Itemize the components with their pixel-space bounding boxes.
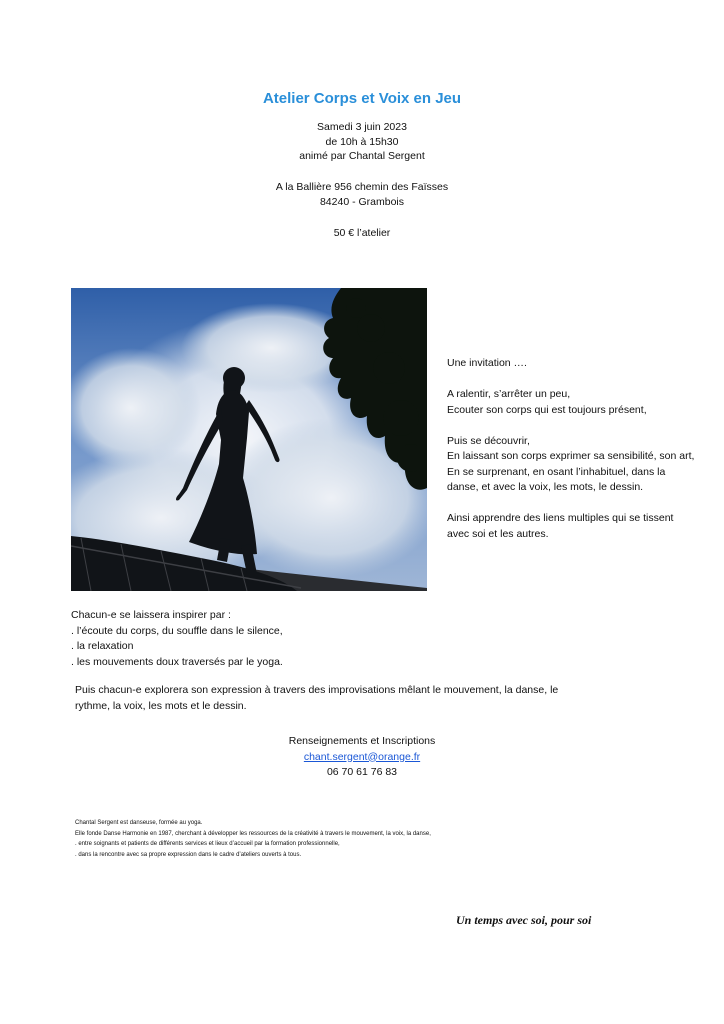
inspiration-heading: Chacun-e se laissera inspirer par : <box>71 609 231 621</box>
intro-line: Une invitation …. <box>447 357 527 369</box>
event-date: Samedi 3 juin 2023 <box>317 121 407 133</box>
bio-line: Chantal Sergent est danseuse, formée au yoga. <box>75 820 203 826</box>
list-item: . l’écoute du corps, du souffle dans le silence, <box>71 624 283 637</box>
dancer-photo <box>71 288 427 591</box>
invitation-paragraph-3 <box>447 511 707 542</box>
price-text: 50 € l’atelier <box>333 227 391 239</box>
tagline: Un temps avec soi, pour soi <box>456 913 592 927</box>
text-line: Ecouter son corps qui est toujours présent, <box>447 403 647 416</box>
event-address <box>0 180 724 209</box>
event-host: animé par Chantal Sergent <box>299 150 425 162</box>
text-line: avec soi et les autres. <box>447 527 549 540</box>
bio-line: Elle fonde Danse Harmonie en 1987, cherchant à développer les ressources de la créativité à travers le mouvement, la voix, la danse, <box>75 830 431 837</box>
list-item: . la relaxation <box>71 640 134 652</box>
event-price <box>0 226 724 241</box>
bio-line: . dans la rencontre avec sa propre expression dans le cadre d’ateliers ouverts à tous. <box>75 851 302 858</box>
event-details <box>0 120 724 164</box>
invitation-text <box>447 356 707 558</box>
address-line1: A la Ballière 956 chemin des Faïsses <box>275 181 449 193</box>
event-time: de 10h à 15h30 <box>325 135 399 148</box>
page-title: Atelier Corps et Voix en Jeu <box>262 90 462 107</box>
email-link[interactable]: chant.sergent@orange.fr <box>303 750 421 763</box>
text-line: rythme, la voix, les mots et le dessin. <box>75 700 247 712</box>
bio-block <box>75 818 675 860</box>
exploration-paragraph <box>75 682 615 714</box>
text-line: A ralentir, s’arrêter un peu, <box>447 388 571 400</box>
text-line: danse, et avec la voix, les mots, le dessin. <box>447 481 644 493</box>
inspiration-list <box>71 608 671 670</box>
address-line2: 84240 - Grambois <box>319 195 405 208</box>
bio-line: . entre soignants et patients de différents services et lieux d’accueil par la formation professionnelle, <box>75 841 340 847</box>
text-line: Puis se découvrir, <box>447 434 530 447</box>
text-line: Puis chacun-e explorera son expression à travers des improvisations mêlant le mouvement, la danse, le <box>75 684 559 696</box>
text-line: Ainsi apprendre des liens multiples qui se tissent <box>447 512 674 524</box>
phone-number: 06 70 61 76 83 <box>326 766 398 778</box>
contact-block <box>0 734 724 781</box>
list-item: . les mouvements doux traversés par le yoga. <box>71 655 283 668</box>
invitation-paragraph-1 <box>447 387 707 418</box>
invitation-paragraph-2 <box>447 434 707 496</box>
contact-heading: Renseignements et Inscriptions <box>288 735 436 747</box>
text-line: En laissant son corps exprimer sa sensibilité, son art, <box>447 450 695 462</box>
invitation-intro <box>447 356 707 372</box>
text-line: En se surprenant, en osant l’inhabituel, dans la <box>447 465 666 478</box>
